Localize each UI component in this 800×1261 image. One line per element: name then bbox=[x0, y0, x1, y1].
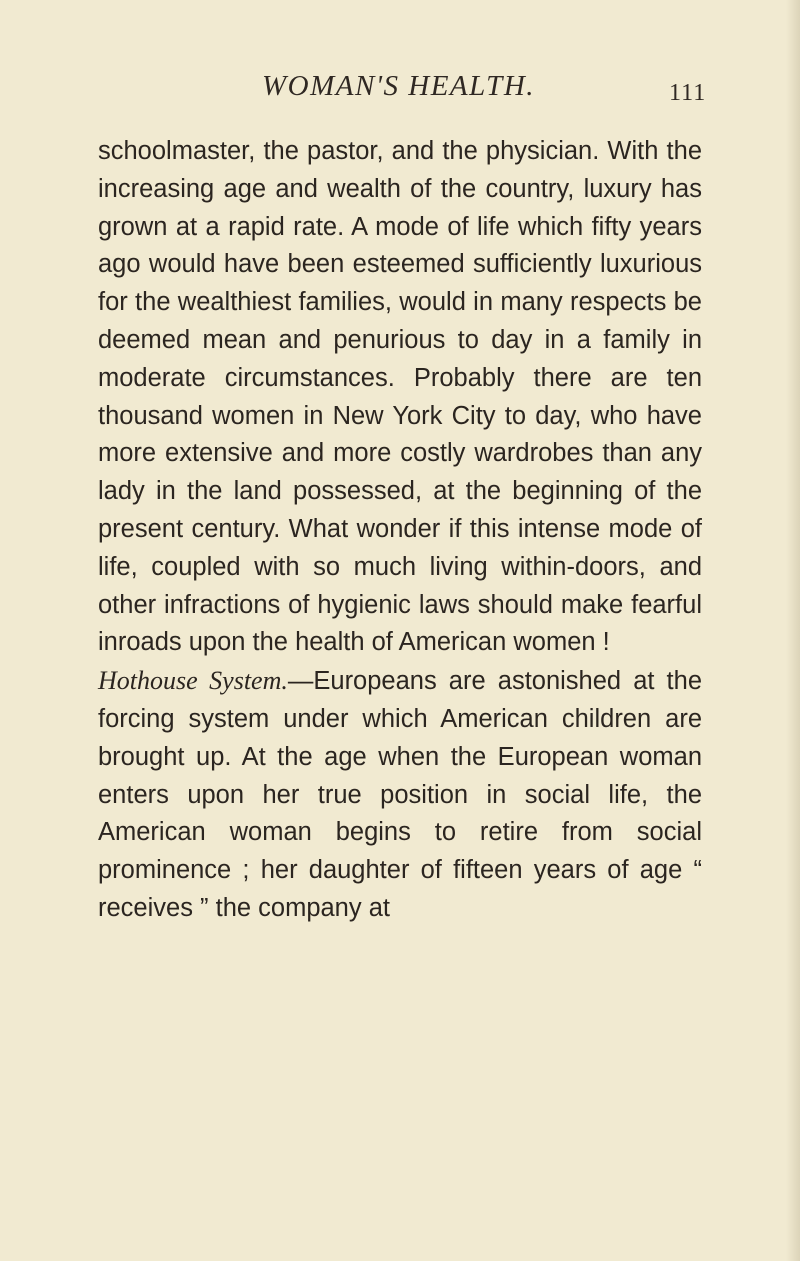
page-edge-shadow bbox=[786, 0, 800, 1261]
paragraph-2-text: —Europeans are astonished at the forcing system under which American children are brought up. At the age when the European woman enters upon her true position in social life, the American woman begins to retire from social prominence ; her daughter of fifteen years of age “ receives ” the company at bbox=[98, 667, 703, 922]
body-text bbox=[98, 133, 702, 928]
page-header bbox=[0, 70, 800, 110]
paragraph-1: schoolmaster, the pastor, and the physician. With the increasing age and wealth of the country, luxury has grown at a rapid rate. A mode of life which fifty years ago would have been esteemed sufficiently luxurious for the wealthiest families, would in many respects be deemed mean and penurious to day in a family in moderate circumstances. Probably there are ten thousand women in New York City to day, who have more extensive and more costly wardrobes than any lady in the land possessed, at the beginning of the present century. What wonder if this intense mode of life, coupled with so much living within-doors, and other infractions of hygienic laws should make fearful inroads upon the health of American women ! bbox=[98, 137, 702, 657]
page-number: 111 bbox=[669, 80, 707, 106]
paragraph-2 bbox=[98, 662, 702, 928]
section-run-in-heading: Hothouse System. bbox=[98, 666, 288, 696]
running-head: WOMAN'S HEALTH. bbox=[262, 70, 536, 102]
